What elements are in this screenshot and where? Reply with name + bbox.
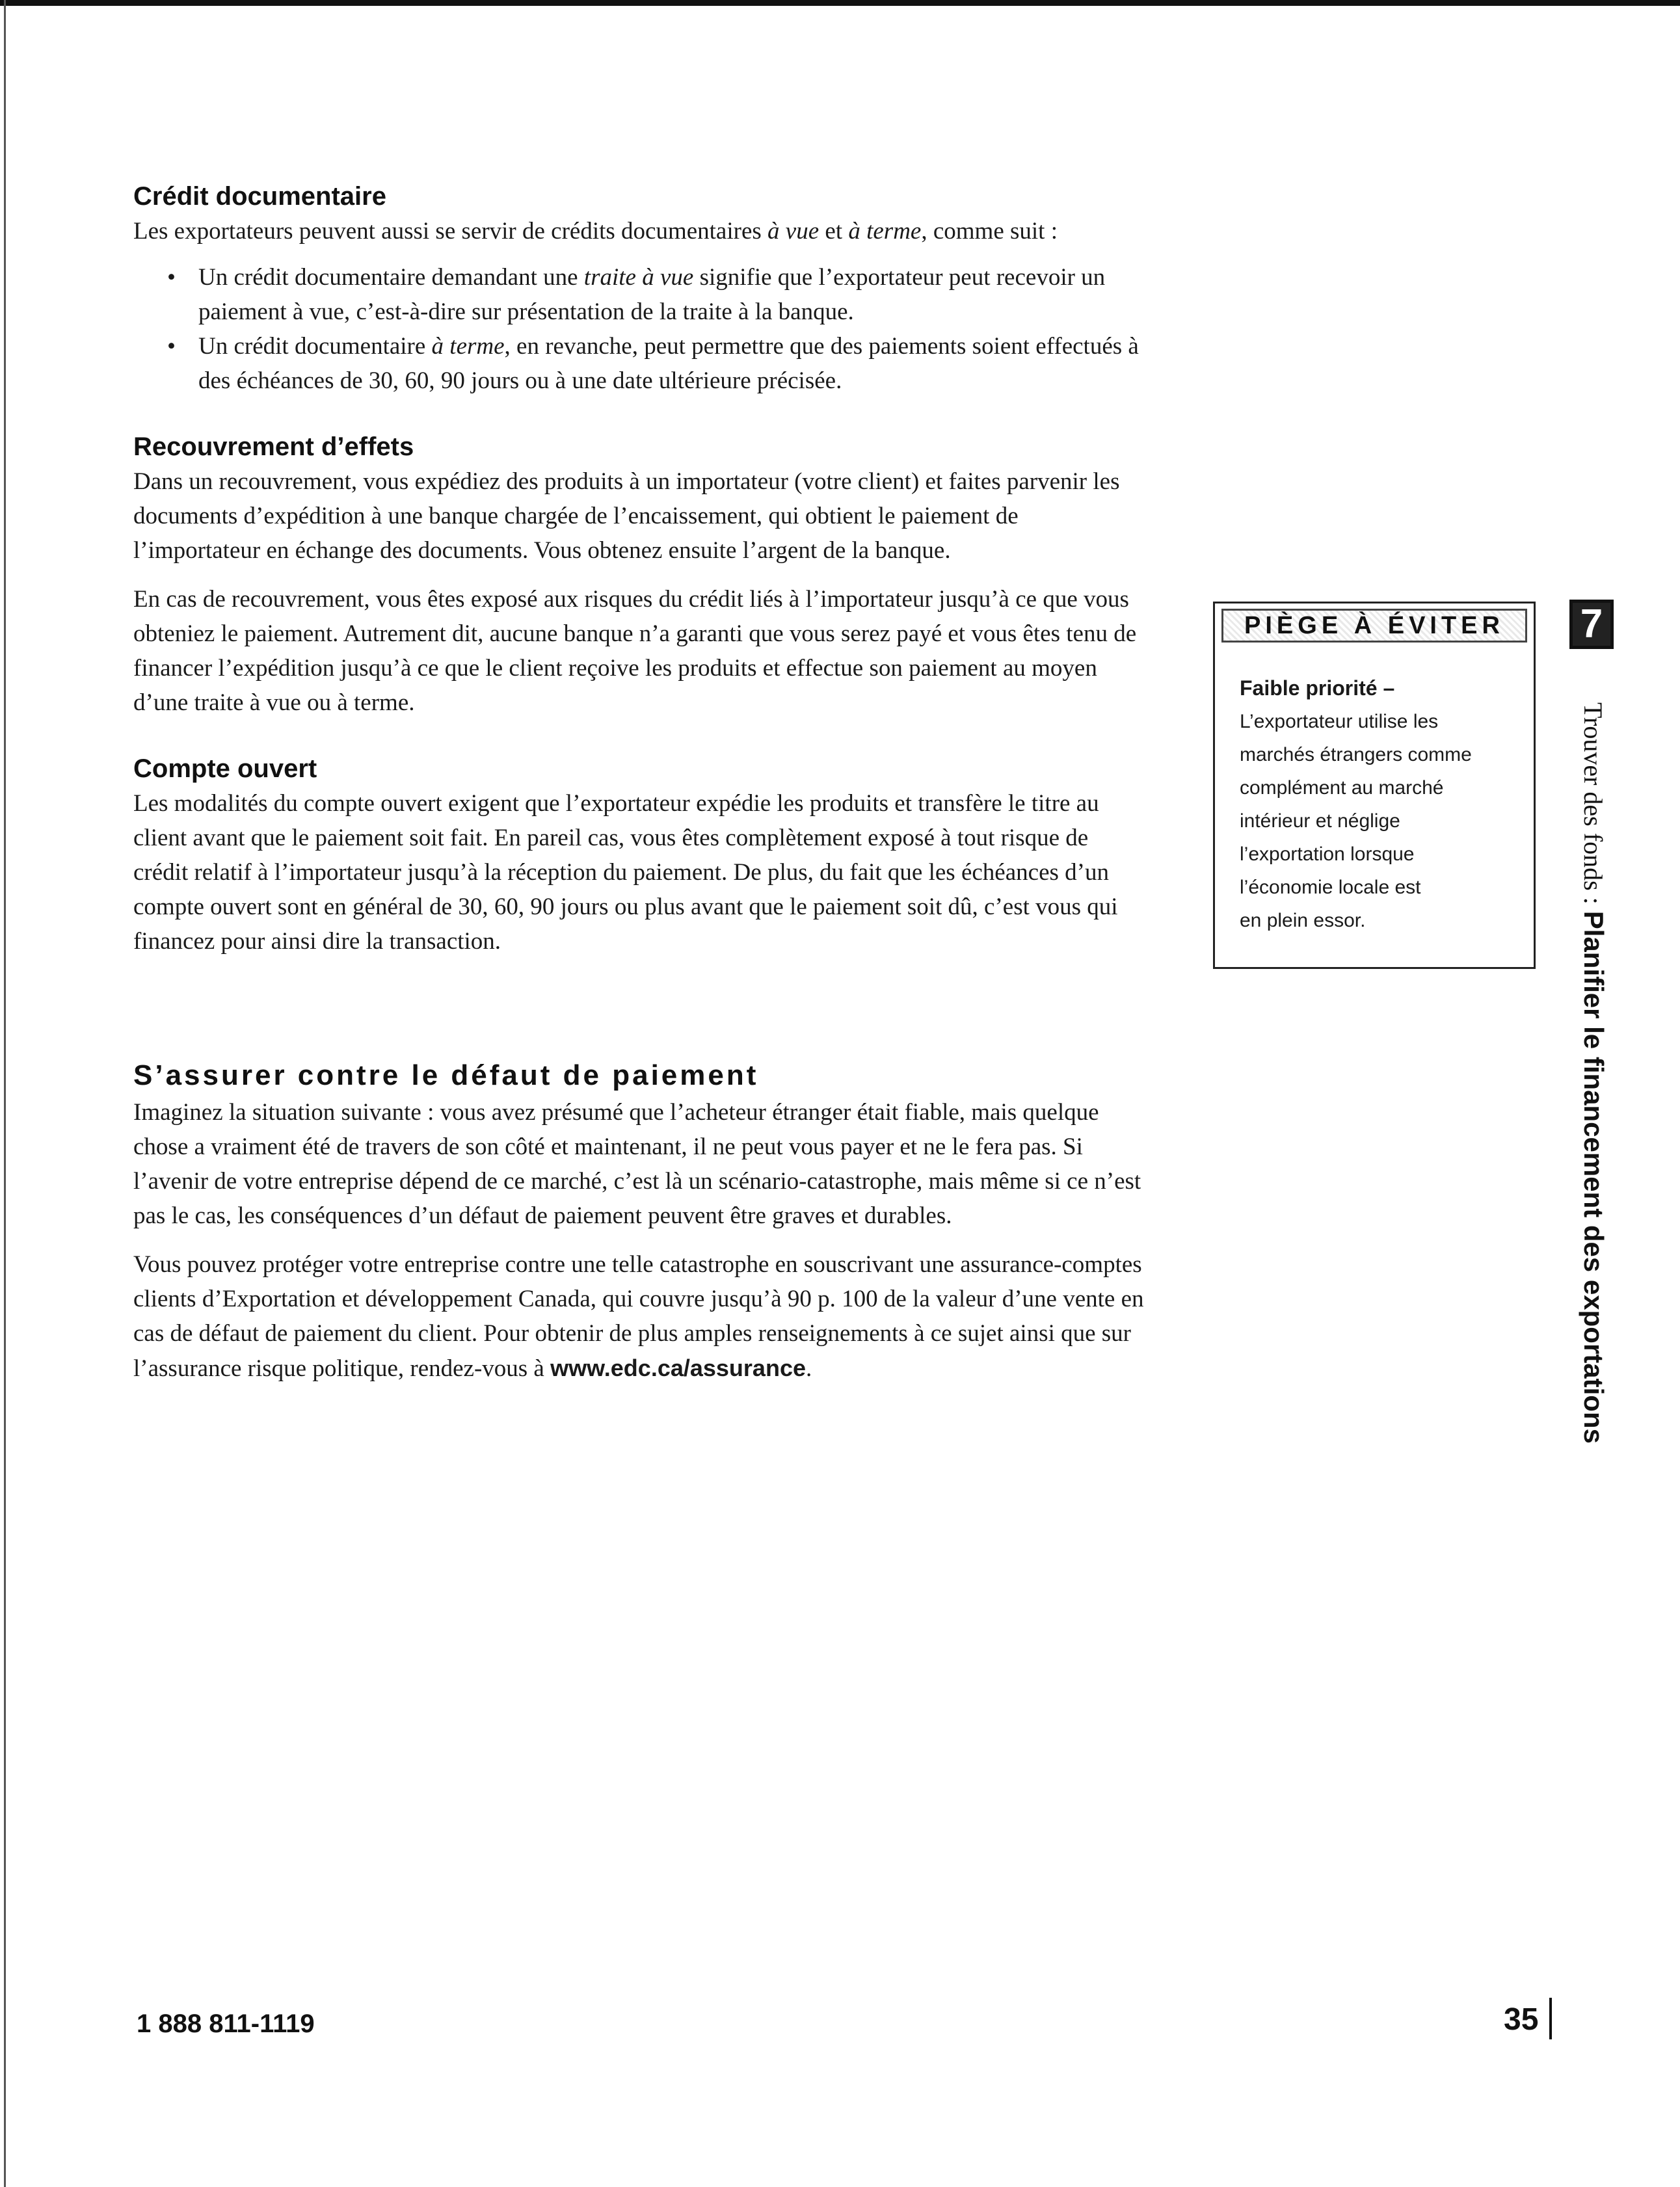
text-run: Un crédit documentaire [198,333,432,360]
section-credit-documentaire [133,179,1148,398]
section-assurer [133,1056,1148,1386]
emphasis: à terme [431,333,505,360]
sidebox-header: PIÈGE À ÉVITER [1221,609,1527,643]
paragraph: Imaginez la situation suivante : vous avez présumé que l’acheteur étranger était fiable, mais quelque chose a vraiment été de travers de son côté et maintenant, il ne peut vous payer et ne le fera pas. Si l’avenir de votre entreprise dépend de ce marché, c’est là un scénario-catastrophe, mais même si ce n’est pas le cas, les conséquences d’un défaut de paiement peuvent être graves et durables. [133,1099,1141,1229]
list-item [133,260,1148,329]
paragraph: En cas de recouvrement, vous êtes exposé aux risques du crédit liés à l’importateur jusqu’à ce que vous obteniez le paiement. Autrement dit, aucune banque n’a garanti que vous serez payé et vous êtes tenu de financer l’expédition jusqu’à ce que le client reçoive les produits et effectue son paiement au moyen d’une traite à vue ou à terme. [133,586,1137,716]
paragraph: Les modalités du compte ouvert exigent que l’exportateur expédie les produits et transfère le titre au client avant que le paiement soit fait. En pareil cas, vous êtes complètement exposé à tout risque de crédit relatif à l’importateur jusqu’à la réception du paiement. De plus, du fait que les échéances d’un compte ouvert sont en général de 30, 60, 90 jours ou plus avant que le paiement soit dû, c’est vous qui financez pour ainsi dire la transaction. [133,790,1118,955]
text-run: . [805,1355,812,1382]
chapter-running-title [1575,702,1612,1515]
page-number: 35 [1504,2002,1539,2037]
text-run: , comme suit : [921,218,1058,245]
sidebox-body [1240,672,1521,937]
bullet-icon: • [167,333,176,360]
text-run: signifie que l’exportateur peut recevoir un paiement à vue, c’est-à-dire sur présentation de la traite à la banque. [198,264,1106,325]
emphasis: traite à vue [583,264,694,291]
left-page-edge [4,0,6,2187]
top-border [0,0,1680,6]
paragraph: Dans un recouvrement, vous expédiez des produits à un importateur (votre client) et faites parvenir les documents d’expédition à une banque chargée de l’encaissement, qui obtient le paiement de l’importateur en échange des documents. Vous obtenez ensuite l’argent de la banque. [133,468,1120,564]
text-run: Un crédit documentaire demandant une [198,264,584,291]
heading-credit-documentaire: Crédit documentaire [133,182,386,211]
text-run: Vous pouvez protéger votre entreprise contre une telle catastrophe en souscrivant une assurance-comptes clients d’Exportation et développement Canada, qui couvre jusqu’à 90 p. 100 de la valeur d’une vente en cas de défaut de paiement du client. Pour obtenir de plus amples renseignements à ce sujet ainsi que sur l’assurance risque politique, rendez-vous à [133,1251,1144,1382]
credit-intro [133,214,1148,248]
text-run: , en revanche, peut permettre que des paiements soient effectués à des échéances de 30, 60, 90 jours ou à une date ultérieure précisée. [198,333,1139,394]
section-compte-ouvert [133,751,1148,959]
edc-link[interactable]: www.edc.ca/assurance [550,1355,806,1381]
sidebox-line: marchés étrangers comme [1240,744,1472,765]
section-recouvrement [133,429,1148,720]
chapter-title-light: Trouver des fonds : [1579,702,1608,911]
main-content [133,179,1148,1386]
credit-bullet-list [133,260,1148,398]
sidebox-line: l’économie locale est [1240,877,1421,898]
sidebox-line: en plein essor. [1240,910,1366,931]
emphasis: à vue [767,218,820,245]
text-run: Les exportateurs peuvent aussi se servir de crédits documentaires [133,218,768,245]
list-item [133,329,1148,398]
chapter-title-bold: Planifier le financement des exportations [1579,910,1609,1444]
page-number-bar [1549,1998,1552,2039]
heading-recouvrement: Recouvrement d’effets [133,432,414,461]
sidebox-title: Faible priorité – [1240,676,1395,700]
text-run: et [819,218,849,245]
bullet-icon: • [167,264,176,291]
sidebox-line: l’exportation lorsque [1240,843,1415,865]
sidebox-line: complément au marché [1240,777,1444,799]
tip-sidebox [1213,602,1536,969]
sidebox-line: L’exportateur utilise les [1240,711,1439,732]
sidebox-line: intérieur et néglige [1240,810,1400,832]
chapter-number-badge: 7 [1569,600,1614,649]
heading-assurer: S’assurer contre le défaut de paiement [133,1059,759,1091]
paragraph-with-link [133,1247,1148,1386]
footer-phone: 1 888 811-1119 [137,2009,315,2038]
heading-compte-ouvert: Compte ouvert [133,754,317,783]
emphasis: à terme [848,218,922,245]
